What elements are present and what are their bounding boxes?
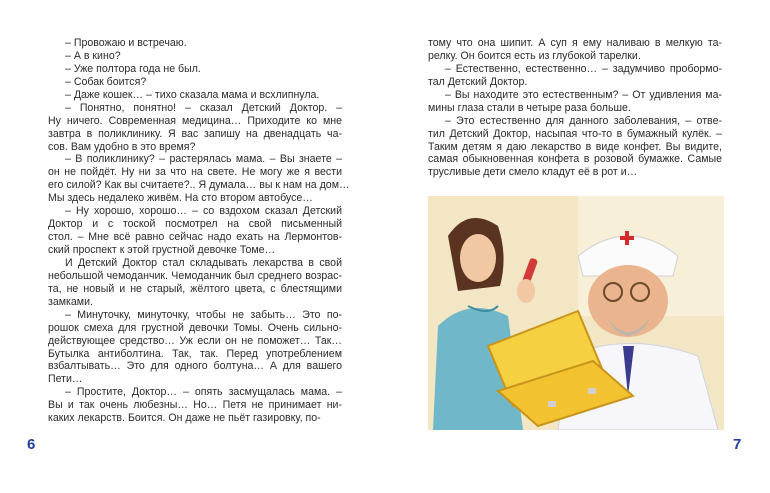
text-line: трусливые дети смело кладут её в рот и… (428, 166, 638, 179)
page-number-right: 7 (733, 436, 742, 453)
text-line: Вы и так очень любезны… Но… Петя не принимает ни- (48, 399, 342, 412)
text-line: релку. Он боится есть из глубокой тарелки. (428, 49, 641, 62)
text-line: небольшой чемоданчик. Чемоданчик был среднего возрас- (48, 269, 342, 282)
text-line: Ну ничего. Современная медицина… Приходите ко мне (48, 114, 342, 127)
text-line: взбалтывать… Это для одного болтуна… А для вашего (48, 360, 342, 373)
text-line: сов. Вам удобно в это время? (48, 140, 196, 153)
text-line: – В поликлинику? – растерялась мама. – Вы знаете – (65, 153, 342, 166)
text-line: Пети… (48, 373, 83, 386)
text-line: – Ну хорошо, хорошо… – со вздохом сказал Детский (65, 205, 342, 218)
text-line: – Минуточку, минуточку, чтобы не забыть… Это по- (65, 308, 342, 321)
text-line: тому что она шипит. А суп я ему наливаю в мелкую та- (428, 37, 722, 49)
text-line: его силой? Как вы считаете?.. Я думала… вы к нам на дом… (48, 179, 350, 192)
text-line: – Простите, Доктор… – опять засмущалась мама. – (65, 386, 342, 399)
text-line: Мы здесь недалеко живём. На сто втором автобусе… (48, 192, 313, 205)
text-line: Бутылка антиболтина. Так, так. Перед употреблением (48, 347, 342, 360)
text-line: ский проспект к этой грустной девочке Томе… (48, 244, 276, 256)
text-line: И Детский Доктор стал складывать лекарства в свой (65, 256, 342, 269)
text-line: действующее средство… Уж если он не поможет… Так… (48, 334, 342, 347)
illustration-doctor-and-nurse (428, 196, 724, 430)
text-line: самая обыкновенная конфета в розовой бумажке. Самые (428, 153, 722, 166)
text-line: – Понятно, понятно! – сказал Детский Доктор. – (65, 101, 342, 114)
text-line: тил Детский Доктор, насыпая что-то в бумажный кулёк. – (428, 127, 722, 140)
text-line: стол. – Мне всё равно сейчас надо ехать на Лермонтов- (48, 231, 342, 244)
text-line: завтра в поликлинику. Я вас запишу на двенадцать ча- (48, 127, 342, 140)
text-line: – Провожаю и встречаю. (65, 37, 187, 49)
right-page-text (428, 37, 722, 179)
text-line: – Даже кошек… – тихо сказала мама и всхлипнула. (65, 88, 320, 101)
left-page-text (48, 37, 350, 425)
text-line: – А в кино? (65, 49, 121, 62)
text-line: – Вы находите это естественным? – От удивления ма- (445, 88, 722, 101)
text-line: та, не новый и не старый, жёлтого цвета, с блестящими (48, 282, 342, 295)
page-number-left: 6 (27, 436, 36, 453)
text-line: он не пойдёт. Ну ни за что на свете. Не могу же я вести (48, 166, 342, 179)
text-line: – Собак боится? (65, 75, 147, 88)
text-line: Доктор и с тоской посмотрел на свой письменный (48, 218, 342, 231)
text-line: – Уже полтора года не был. (65, 62, 201, 75)
text-line: – Это естественно для данного заболевания, – отве- (445, 114, 722, 127)
text-line: рошок смеха для грустной девочки Томы. Очень сильно- (48, 321, 342, 334)
text-line: – Естественно, естественно… – задумчиво пробормо- (445, 62, 722, 75)
text-line: тал Детский Доктор. (428, 75, 528, 88)
text-line: каких лекарств. Боится. Он даже не пьёт газировку, по- (48, 412, 321, 425)
text-line: мины глаза стали в четыре раза больше. (428, 101, 631, 114)
text-line: Таким детям я даю лекарство в виде конфет. Вы видите, (428, 140, 722, 153)
text-line: замками. (48, 295, 93, 308)
